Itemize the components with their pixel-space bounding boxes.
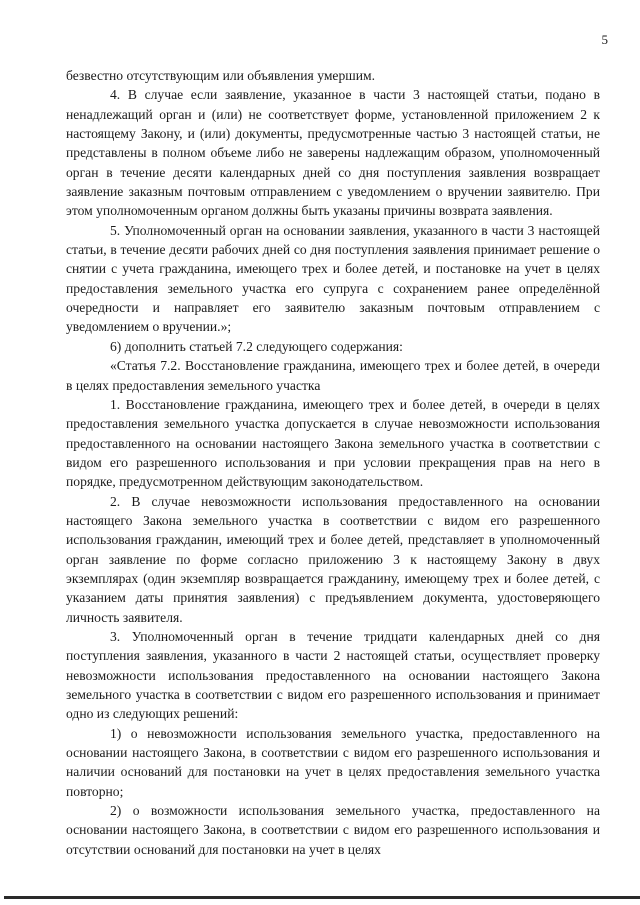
decision-item-1: 1) о невозможности использования земельного участка, предоставленного на основании настоящего Закона, в соответствии с видом его разрешенного использования и наличии оснований для постановки на учет в целях предоставления земельного участка повторно; [66,725,600,799]
document-body [66,66,600,859]
paragraph-item-6: 6) дополнить статьей 7.2 следующего содержания: [110,338,403,354]
article-7-2-heading: «Статья 7.2. Восстановление гражданина, имеющего трех и более детей, в очереди в целях предоставления земельного участка [66,358,600,393]
article-7-2-part-3: 3. Уполномоченный орган в течение тридцати календарных дней со дня поступления заявления, указанного в части 2 настоящей статьи, осуществляет проверку невозможности использования предоставленного на основании настоящего Закона земельного участка в соответствии с видом его разрешенного использования и принимает одно из следующих решений: [66,628,600,722]
page-number: 5 [601,32,608,47]
article-7-2-part-2: 2. В случае невозможности использования предоставленного на основании настоящего Закона земельного участка в соответствии с видом его разрешенного использования гражданин, имеющий трех и более детей, представляет в уполномоченный орган заявление по форме согласно приложению 3 к настоящему Закону в двух экземплярах (один экземпляр возвращается гражданину, имеющему трех и более детей, с указанием даты принятия заявления) с предъявлением документа, удостоверяющего личность заявителя. [66,493,600,625]
decision-item-2: 2) о возможности использования земельного участка, предоставленного на основании настоящего Закона, в соответствии с видом его разрешенного использования и отсутствии оснований для постановки на учет в целях [66,803,600,857]
article-7-2-part-1: 1. Восстановление гражданина, имеющего трех и более детей, в очереди в целях предоставления земельного участка допускается в случае невозможности использования предоставленного на основании настоящего Закона земельного участка в соответствии с видом его разрешенного использования и при условии прекращения прав на него в порядке, предусмотренном действующим законодательством. [66,396,600,490]
paragraph-part-4: 4. В случае если заявление, указанное в части 3 настоящей статьи, подано в ненадлежащий орган и (или) не соответствует форме, установленной приложением 2 к настоящему Закону, и (или) документы, предусмотренные частью 3 настоящей статьи, не представлены в полном объеме либо не заверены надлежащим образом, уполномоченный орган в течение десяти календарных дней со дня поступления заявления возвращает заявление заказным почтовым отправлением с уведомлением о вручении заявителю. При этом уполномоченным органом должны быть указаны причины возврата заявления. [66,87,600,219]
paragraph-continuation: безвестно отсутствующим или объявления умершим. [66,68,376,83]
bottom-rule [4,896,640,899]
paragraph-part-5: 5. Уполномоченный орган на основании заявления, указанного в части 3 настоящей статьи, в течение десяти рабочих дней со дня поступления заявления принимает решение о снятии с учета гражданина, имеющего трех и более детей, и постановке на учет в целях предоставления земельного участка его супруга с сохранением ранее определённой очередности и направляет его заявителю заказным почтовым отправлением с уведомлением о вручении.»; [66,222,600,335]
